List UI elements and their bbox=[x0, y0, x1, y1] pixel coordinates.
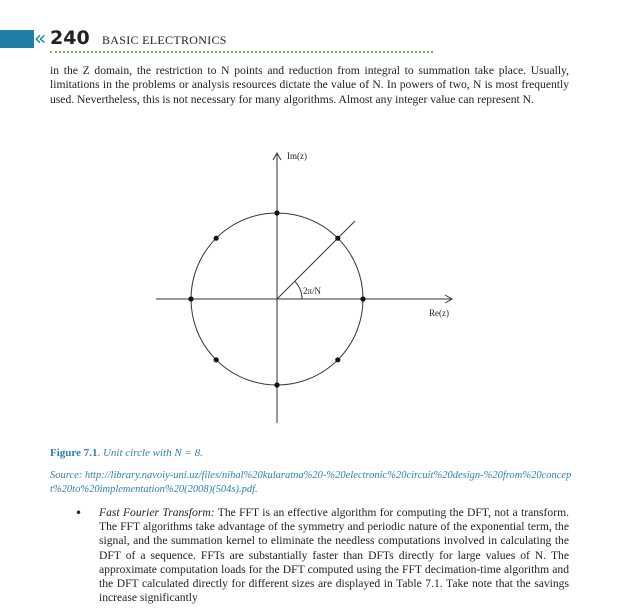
circle-point bbox=[214, 236, 219, 241]
x-axis-label: Re(z) bbox=[429, 308, 449, 318]
circle-point bbox=[360, 296, 365, 301]
bullet-term: Fast Fourier Transform: bbox=[99, 506, 215, 519]
page-number: 240 bbox=[50, 27, 90, 49]
angle-label: 2π/N bbox=[303, 286, 322, 296]
caption-label: Figure 7.1 bbox=[50, 447, 98, 459]
figure-source bbox=[50, 469, 575, 497]
source-url[interactable]: http://library.navoiy-uni.uz/files/nihal%20kularatna%20-%20electronic%20circuit%20design-%20from%20concept%20to%20implementation%20(2008)(504s).pdf. bbox=[50, 470, 572, 495]
bullet-body: The FFT is an effective algorithm for computing the DFT, not a transform. The FFT algorithms take advantage of the symmetry and periodic nature of the exponential term, the signal, and the summation kernel to eliminate the needless computations involved in calculating the DFT of a sequence. FFTs are substantially faster than DFTs directly for large values of N. The approximate computation loads for the DFT computed using the FFT decimation-time algorithm and the DFT calculated directly for different sizes are displayed in Table 7.1. Take note that the savings increase significantly bbox=[99, 506, 569, 605]
y-axis-label: Im(z) bbox=[287, 151, 307, 161]
circle-point bbox=[214, 357, 219, 362]
caption-text: Unit circle with N = 8. bbox=[102, 447, 203, 459]
circle-point bbox=[188, 296, 193, 301]
bullet-icon: • bbox=[75, 506, 83, 520]
circle-point bbox=[274, 210, 279, 215]
unit-circle-figure bbox=[150, 145, 470, 430]
bullet-paragraph bbox=[99, 506, 569, 605]
angle-arc bbox=[295, 281, 302, 299]
intro-paragraph: in the Z domain, the restriction to N points and reduction from integral to summation take place. Usually, limitations in the problems or analysis resources dictate the value of N. In powers of two, N is most frequently used. Nevertheless, this is not necessary for many algorithms. Almost any integer value can represent N. bbox=[50, 64, 569, 106]
figure-caption: Figure 7.1. Unit circle with N = 8. bbox=[50, 447, 203, 459]
header-accent-bar bbox=[0, 30, 34, 48]
circle-point bbox=[335, 236, 340, 241]
circle-point bbox=[274, 382, 279, 387]
circle-point bbox=[335, 357, 340, 362]
header-dotted-rule bbox=[50, 51, 433, 53]
source-label: Source: bbox=[50, 470, 83, 481]
header-chevron-icon: « bbox=[34, 26, 47, 50]
running-title: BASIC ELECTRONICS bbox=[102, 33, 227, 47]
